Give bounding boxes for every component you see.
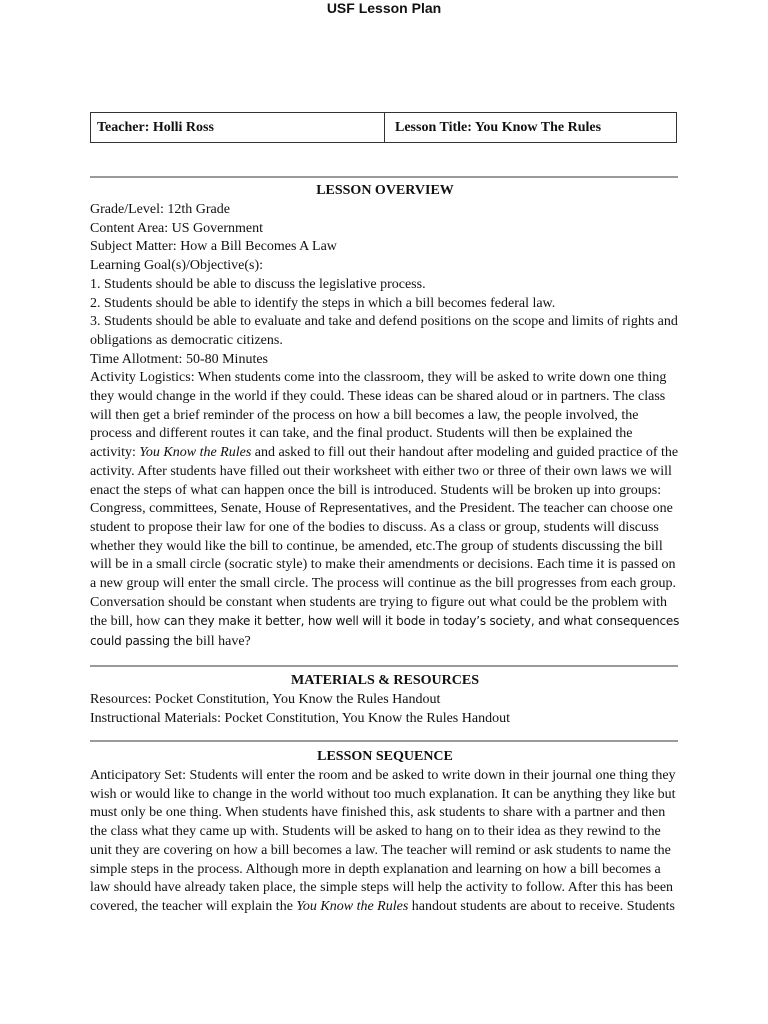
activity-logistics-text: Activity Logistics: When students come into the classroom, they will be asked to write down one thing they would change in the world if they could. These ideas can be shared aloud or in partners. The class will then get a brief reminder of the process on how a bill becomes a law, the people involved, the process and different routes it can take, and the final product. Students will then be explained the activity: (90, 370, 667, 461)
learning-goal: 3. Students should be able to evaluate and take and defend positions on the scope and limits of rights and obligations as democratic citizens. (90, 314, 678, 348)
activity-title-italic: You Know the Rules (139, 445, 252, 461)
lesson-overview-heading: LESSON OVERVIEW (316, 183, 454, 198)
materials-section (90, 672, 680, 728)
activity-logistics-text: and asked to fill out their handout after modeling and guided practice of the activity. After students have filled out their worksheet with either two or three of their own laws we will enact the steps of what can happen once the bill is introduced. Students will be broken up into groups: Congress, committees, Senate, House of Representatives, and the President. The teacher can choose one student to propose their law for one of the bodies to discuss. As a class or group, students will discuss whether they would like the bill to continue, be amended, etc.The group of students discussing the bill will be in a small circle (socratic style) to make their amendments or decisions. Each time it is passed on a new group will enter the small circle. The process will continue as the bill progresses from each group. Conversation should be constant when students are trying to figure out what could be the problem with the bill, how (90, 445, 679, 630)
learning-goals-label: Learning Goal(s)/Objective(s): (90, 258, 263, 274)
lesson-sequence-heading: LESSON SEQUENCE (317, 749, 453, 764)
grade-level: Grade/Level: 12th Grade (90, 202, 230, 217)
lesson-overview-section (90, 182, 680, 652)
anticipatory-set-text: handout students are about to receive. Students (408, 898, 676, 914)
activity-logistics-text: bill have? (192, 634, 251, 650)
section-divider (90, 176, 678, 178)
content-area: Content Area: US Government (90, 220, 264, 236)
teacher-name: Teacher: Holli Ross (91, 113, 385, 142)
subject-matter: Subject Matter: How a Bill Becomes A Law (90, 239, 337, 255)
section-divider (90, 665, 678, 667)
lesson-title: Lesson Title: You Know The Rules (395, 120, 602, 135)
instructional-materials: Instructional Materials: Pocket Constitution, You Know the Rules Handout (90, 710, 510, 726)
anticipatory-set-text: Anticipatory Set: Students will enter the room and be asked to write down in their journal one thing they wish or would like to change in the world without too much explanation. It can be anything they like but must only be one thing. When students have finished this, ask students to share with a partner and then the class what they came up with. Students will be asked to hang on to their idea as they rewind to the unit they are covering on how a bill becomes a law. The teacher will remind or ask students to name the simple steps in the process. Although more in depth explanation and learning on how a bill becomes a law should have already taken place, the simple steps will help the activity to follow. After this has been covered, the teacher will explain the (90, 768, 676, 914)
lesson-sequence-section (90, 748, 680, 917)
time-allotment: Time Allotment: 50-80 Minutes (90, 351, 268, 367)
activity-logistics-text: can they make it better, how well will it bode in today’s society, and what consequences could passing the (90, 614, 680, 649)
lesson-header-table (90, 112, 677, 143)
section-divider (90, 740, 678, 742)
learning-goal: 2. Students should be able to identify the steps in which a bill becomes federal law. (90, 295, 556, 311)
learning-goal: 1. Students should be able to discuss the legislative process. (90, 276, 426, 292)
materials-heading: MATERIALS & RESOURCES (291, 673, 479, 688)
resources: Resources: Pocket Constitution, You Know the Rules Handout (90, 692, 441, 707)
activity-logistics (90, 369, 680, 652)
anticipatory-set (90, 767, 680, 917)
handout-title-italic: You Know the Rules (296, 898, 409, 914)
page-title: USF Lesson Plan (326, 0, 442, 16)
